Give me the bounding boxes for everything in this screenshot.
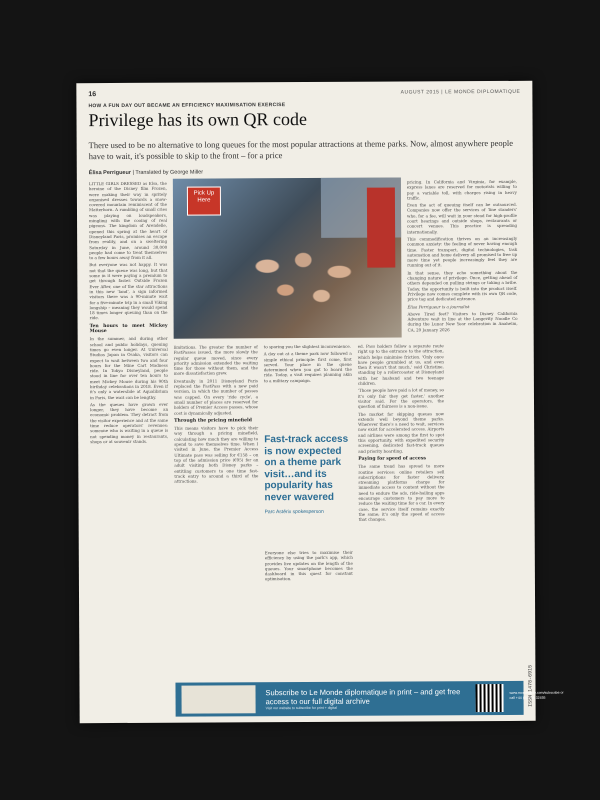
crowd-photo [173, 178, 402, 339]
paragraph: Even the act of queuing itself can be outsourced. Companies now offer the services of 'line standers' who, for a fee, will wait in your stead for high-profile court hearings and outside shops, restaurants or concert venues. This practice is spreading internationally. [406, 202, 518, 235]
column-1 [89, 181, 170, 679]
pull-quote-source: Parc Astérix spokesperson [264, 508, 324, 516]
newspaper-page [76, 81, 564, 723]
column-3-lower [265, 550, 354, 678]
subheading: Ten hours to meet Mickey Mouse [89, 323, 168, 335]
subscription-title: Subscribe to Le Monde diplomatique in print – and get free access to our full digital archive [265, 687, 461, 707]
paragraph: But everyone was not happy. It was not that the queue was long, but that some in it were paying a premium to get through faster. Outside Frozen Ever After, one of the star attractions in this new 'land', a sign informed visitors there was a 90-minute wait for a five-minute trip in a small Viking longship – meaning they would spend 18 times longer queuing than on the ride. [89, 262, 168, 321]
paragraph: 'Those people have paid a lot of money, so it's only fair they get faster,' another visitor said. For the operators, the question of fairness is a non-issue. [357, 387, 445, 409]
paragraph: The same trend has spread to more routine services: online retailers sell subscriptions for faster delivery, streaming platforms charge for immediate access to content without the need to endure the ads, ride-hailing apps encourage customers to pay more to reduce the waiting time for a car. In every case, the service itself remains exactly the same; it's only the speed of access that changes. [358, 463, 445, 522]
paragraph: to sparing you the slightest inconvenience. [263, 343, 351, 350]
paragraph: This means visitors have to pick their way through a pricing minefield, calculating how much they are willing to spend to save themselves time. When I visited in June, the Premier Access Ultimate pass was selling for €158 – on top of the admission price (€95) for an adult visiting both Disney parks – entitling customers to one time fast-track entry to around a third of the attractions. [174, 425, 259, 484]
pull-quote-text: Fast-track access is now expected on a theme park visit…and its popularity has never wavered [264, 433, 349, 503]
column-3 [264, 344, 352, 430]
pick-up-sign: Pick Up Here [187, 186, 221, 215]
paragraph: Eventually in 2011 Disneyland Paris replaced the FastPass with a new paid version, in which the number of passes was capped. On every 'ride cycle', a small number of places are reserved for holders of Premier Access passes, whose cost is dynamically adjusted. [173, 378, 259, 416]
paragraph: limitations. The greater the number of FastPasses issued, the more slowly the regular queue moved, since every priority admission extended the waiting time for those without them, and the more dissatisfaction grew. [173, 344, 258, 377]
paragraph: In that sense, they echo something about the changing nature of privilege. Once, getting ahead of others depended on pulling strings or taking a bribe. Today, the opportunity is built into the product itself. Privilege now comes complete with its own QR code, price tag and dedicated entrance. [407, 269, 518, 302]
issue-line: AUGUST 2015 | LE MONDE DIPLOMATIQUE [400, 88, 521, 96]
byline-author: Élisa Perrigueur [88, 169, 132, 177]
magazine-thumbnail [181, 685, 255, 713]
qr-code-icon [475, 684, 503, 712]
kicker: HOW A FUN DAY OUT BECAME AN EFFICIENCY MAXIMISATION EXERCISE [88, 102, 286, 110]
paragraph: Everyone else tries to maximise their efficiency by using the park's app, which provides live updates on the length of the queues. Your smartphone becomes the dashboard in this quest for constant optimisation. [264, 549, 353, 582]
column-2 [174, 344, 260, 678]
subheading: Paying for speed of access [358, 456, 427, 462]
page-header [88, 87, 520, 101]
standfirst: There used to be no alternative to long queues for the most popular attractions at theme parks. Now, almost anywhere people have to wait, it's possible to skip to the front – for a price [88, 137, 514, 161]
paragraph: A day out at a theme park now followed a simple ethical principle: first come, first served. Your place in the queue determined when you got to board the ride. Today, a visit requires planning akin to a military campaign. [263, 351, 352, 384]
pull-quote [264, 434, 354, 515]
photo-red-panel [367, 188, 395, 268]
paragraph: This commodification thrives on an increasingly common anxiety: the feeling of never having enough time. Faster transport, digital technologies, task automation and home delivery all promised to free up more time yet people increasingly feel they are running out of it. [407, 235, 518, 268]
byline [89, 170, 203, 177]
paragraph: pricing. In California and Virginia, for example, express lanes are reserved for motorists willing to pay a variable toll, with charges rising in heavy traffic. [406, 178, 517, 201]
page-number: 16 [88, 91, 97, 99]
paragraph: In the summer, and during other school and public holidays, queuing times go even longer. At Universal Studios Japan in Osaka, visitors can expect to wait between two and four hours for the Mine Cart Madness ride. In Tokyo Disneyland, people stood in line for over ten hours to meet Mickey Mouse during his 90th birthday celebrations in 2018. Even if it's only a waterslide at Aqualibrium in Paris, the wait can be lengthy. [89, 336, 168, 400]
intro-paragraph: LITTLE GIRLS DRESSED as Elsa, the heroine of the Disney film Frozen, were making their way in spritely organised dresses towards a snow-covered mountain reminiscent of the Matterhorn. A rumbling of small cries was playing on loudspeakers, mingling with the cooing of real pigeons. The kingdom of Arendelle, opened this spring at the heart of Disneyland Paris, promises an escape from reality, and on a sweltering Saturday in June, around 30,000 people had come to treat themselves to a few hours away from it all. [88, 180, 168, 261]
subheading: Through the pricing minefield [174, 418, 253, 424]
headline: Privilege has its own QR code [88, 108, 308, 131]
subscription-web: www.mondediplo.com/subscribe or call +44 (0)1635 32455 [509, 690, 564, 700]
paragraph: ed. Pass holders follow a separate route right up to the entrance to the attraction, which helps minimise friction. 'Only once have people grumbled at us, and even then it wasn't that much,' said Christine, standing by a rollercoaster at Disneyland with her husband and two teenage children. [357, 343, 444, 386]
paragraph: The market for skipping queues now extends well beyond theme parks. Wherever there's a need to wait, services now exist for accelerated access. Airports and airlines were among the first to spot this opportunity, with expedited security screening, dedicated fast-track queues and priority boarding. [358, 410, 445, 454]
column-5 [407, 179, 520, 678]
byline-translator: | Translated by George Miller [132, 169, 204, 176]
author-bio: Élisa Perrigueur is a journalist [407, 303, 470, 309]
subscription-small: Visit our website to subscribe for print + digital [265, 705, 337, 711]
paragraph: As the queues have grown ever longer, they have become an economic problem. They detract from the visitor experience and at the same time reduce operators' revenues: someone who is waiting in a queue is not spending money in restaurants, shops or at souvenir stands. [89, 401, 169, 445]
issn-barcode: ISSN 1478-6915 [527, 664, 534, 707]
photo-caption: Above Tired feet? Visitors to Disney California Adventure wait in line at the Longevity Noodle Co during the Lunar New Year celebration in Anaheim, CA, 29 January 2026 [407, 310, 518, 333]
